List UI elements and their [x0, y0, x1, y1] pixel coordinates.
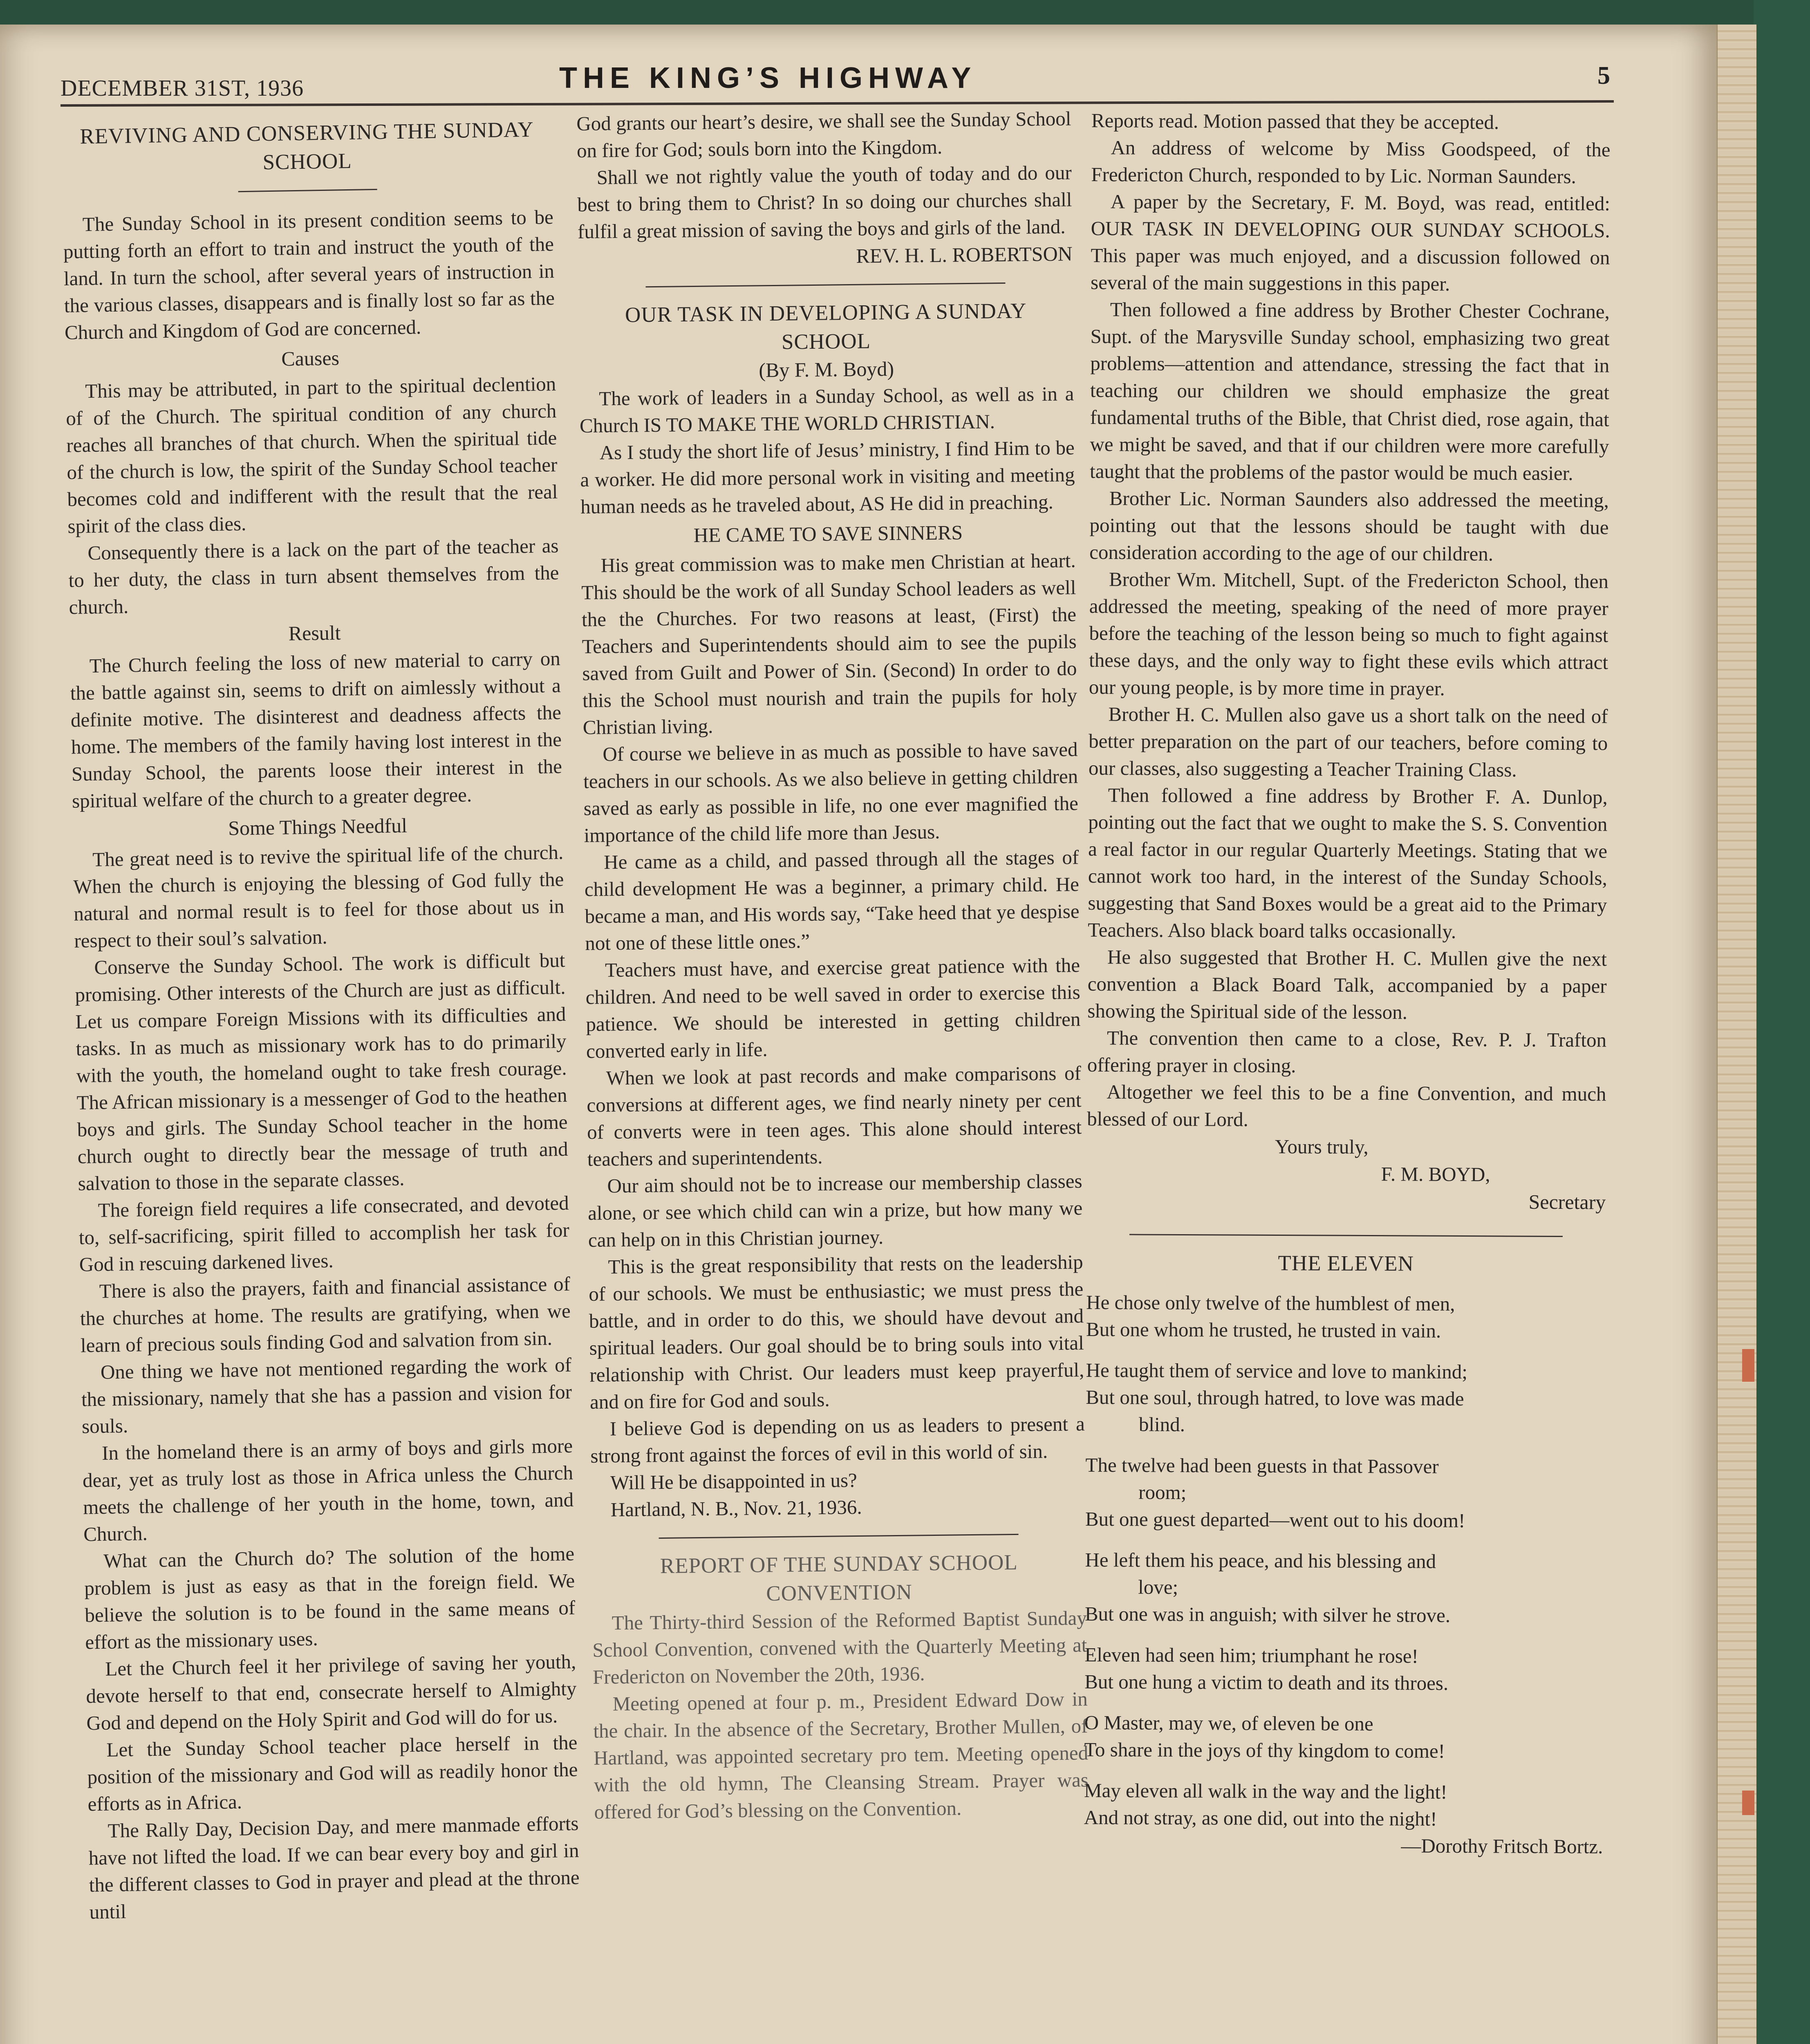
- paragraph: He also suggested that Brother H. C. Mullen give the next convention a Black Board Talk, accompanied by a paper showing the Spiritual side of the lesson.: [1087, 946, 1607, 1024]
- paragraph: What can the Church do? The solution of the home problem is just as easy as that in the foreign field. We believe the solution is to be found in the same means of effort as the missionary uses.: [84, 1542, 576, 1654]
- dateline: Hartland, N. B., Nov. 21, 1936.: [610, 1495, 862, 1521]
- poem-stanza: [1085, 1452, 1605, 1535]
- poem-stanza: [1084, 1641, 1604, 1698]
- poem-stanza: [1084, 1709, 1604, 1766]
- paragraph: The great need is to revive the spiritual life of the church. When the church is enjoying the blessing of God fully the natural and normal result is to feel for those about us in respect to their soul’s salvation.: [73, 840, 565, 952]
- paragraph: His great commission was to make men Christian at heart. This should be the work of all Sunday School leaders as well the the Churches. For two reasons at least, (First) the Teachers and Superintendents should aim to see the pupils saved from Guilt and Power of Sin. (Second) In order to do this the School must nourish and train the pupils for holy Christian living.: [581, 549, 1077, 739]
- paragraph: Brother H. C. Mullen also gave us a short talk on the need of better preparation on the part of our teachers, before coming to our classes, also suggesting a Teacher Training Class.: [1088, 703, 1608, 781]
- byline: (By F. M. Boyd): [758, 357, 894, 382]
- paragraph: In the homeland there is an army of boys and girls more dear, yet as truly lost as those in Africa unless the Church meets the challenge of her youth in the home, town, and Church.: [82, 1434, 574, 1546]
- column-1: [61, 115, 580, 1925]
- section-heading: Result: [288, 621, 341, 645]
- issue-date: DECEMBER 31ST, 1936: [60, 76, 304, 101]
- paragraph: Will He be disappointed in us?: [610, 1468, 858, 1494]
- paragraph: This is the great responsibility that rests on the leadership of our schools. We must be enthusiastic; we must press the battle, and in order to do this, we should have devout and spiritual leaders. Our goal should be to bring souls into vital relationship with Christ. Our leaders must keep prayerful, and on fire for God and souls.: [589, 1251, 1084, 1413]
- paragraph: Shall we not rightly value the youth of today and do our best to bring them to Christ? In so doing our churches shall fulfil a great mission of saving the boys and girls of the land.: [577, 161, 1072, 243]
- poem-stanza: [1084, 1777, 1604, 1833]
- poem-line: But one whom he trusted, he trusted in vain.: [1086, 1318, 1441, 1342]
- poem-line: But one hung a victim to death and its throes.: [1084, 1670, 1449, 1694]
- poem-title: THE ELEVEN: [1278, 1251, 1414, 1276]
- poem-line: He left them his peace, and his blessing and: [1085, 1548, 1436, 1573]
- article-title: REVIVING AND CONSERVING THE SUNDAY SCHOOL: [79, 117, 534, 175]
- page-header: [60, 61, 1630, 106]
- index-tab: [1742, 1791, 1754, 1815]
- poem-line: May eleven all walk in the way and the light!: [1084, 1779, 1447, 1803]
- poem-line: But one soul, through hatred, to love was made: [1086, 1385, 1464, 1410]
- poem-line: But one was in anguish; with silver he strove.: [1084, 1602, 1451, 1627]
- signer-title: Secretary: [1528, 1190, 1606, 1214]
- signer-name: F. M. BOYD,: [1381, 1163, 1490, 1186]
- poem-line: O Master, may we, of eleven be one: [1084, 1711, 1373, 1735]
- book-cover-right: [1754, 0, 1810, 2044]
- author-signature: REV. H. L. ROBERTSON: [856, 242, 1073, 267]
- page-edges: [1717, 25, 1756, 2044]
- paragraph: The Thirty-third Session of the Reformed Baptist Sunday School Convention, convened with the Quarterly Meeting at Fredericton on November the 20th, 1936.: [592, 1607, 1087, 1688]
- section-heading: HE CAME TO SAVE SINNERS: [693, 521, 963, 547]
- poem-line: To share in the joys of thy kingdom to come!: [1084, 1738, 1445, 1762]
- article-divider: [659, 1534, 1019, 1539]
- paragraph: Consequently there is a lack on the part of the teacher as to her duty, the class in turn absent themselves from the church.: [68, 534, 559, 619]
- poem-stanza: [1085, 1546, 1604, 1630]
- paragraph: The Rally Day, Decision Day, and mere manmade efforts have not lifted the load. If we can bear every boy and girl in the different classes to God in prayer and plead at the throne until: [88, 1812, 580, 1923]
- paragraph: Reports read. Motion passed that they be accepted.: [1091, 109, 1499, 134]
- column-2: [576, 105, 1089, 1825]
- paragraph: Brother Wm. Mitchell, Supt. of the Fredericton School, then addressed the meeting, speaking of the need of more prayer before the teaching of the lesson being so much to fight against these days, and the only way to fight these evils which attract our young people, is by more time in prayer.: [1089, 568, 1609, 700]
- paragraph: Brother Lic. Norman Saunders also addressed the meeting, pointing out that the lessons should be taught with due consideration according to the age of our children.: [1089, 487, 1609, 565]
- article-title: REPORT OF THE SUNDAY SCHOOL CONVENTION: [660, 1550, 1018, 1606]
- poem-line: blind.: [1138, 1413, 1185, 1436]
- paragraph: As I study the short life of Jesus’ ministry, I find Him to be a worker. He did more personal work in visiting and meeting human needs as he traveled about, AS He did in preaching.: [580, 436, 1075, 518]
- title-divider: [238, 189, 377, 192]
- poem-line: He chose only twelve of the humblest of men,: [1086, 1291, 1455, 1315]
- article-divider: [1129, 1234, 1563, 1237]
- paragraph: Our aim should not be to increase our membership classes alone, or see which child can win a prize, but how many we can help on in this Christian journey.: [587, 1170, 1083, 1251]
- paragraph: Conserve the Sunday School. The work is difficult but promising. Other interests of the Church are just as difficult. Let us compare Foreign Missions with its difficulties and tasks. In as much as missionary work has to do primarily with the youth, the homeland ought to take fresh courage. The African missionary is a messenger of God to the heathen boys and girls. The Sunday School teacher in the home church ought to directly bear the message of truth and salvation to those in the separate classes.: [75, 948, 569, 1195]
- poem-body: [1084, 1289, 1605, 1860]
- paragraph: Altogether we feel this to be a fine Convention, and much blessed of our Lord.: [1087, 1080, 1606, 1131]
- paragraph: I believe God is depending on us as leaders to present a strong front against the forces of evil in this world of sin.: [590, 1412, 1085, 1467]
- paragraph: God grants our heart’s desire, we shall see the Sunday School on fire for God; souls born into the Kingdom.: [576, 107, 1071, 162]
- paragraph: An address of welcome by Miss Goodspeed, of the Fredericton Church, responded to by Lic. Norman Saunders.: [1091, 136, 1611, 188]
- paragraph: One thing we have not mentioned regarding the work of the missionary, namely that she has a passion and vision for souls.: [81, 1353, 572, 1438]
- paragraph: This may be attributed, in part to the spiritual declention of of the Church. The spiritual condition of any church reaches all branches of that church. When the spiritual tide of the church is low, the spirit of the Sunday School teacher becomes cold and indifferent with the result that the real spirit of the class dies.: [65, 372, 558, 538]
- column-3: [1084, 107, 1611, 1860]
- paragraph: The work of leaders in a Sunday School, as well as in a Church IS TO MAKE THE WORLD CHRISTIAN.: [579, 382, 1074, 437]
- paragraph: The convention then came to a close, Rev. P. J. Trafton offering prayer in closing.: [1087, 1026, 1607, 1077]
- poem-line: room;: [1138, 1481, 1187, 1504]
- letter-closing: Yours truly,: [1275, 1135, 1369, 1158]
- paragraph: Let the Sunday School teacher place herself in the position of the missionary and God will as readily honor the efforts as in Africa.: [87, 1731, 578, 1815]
- paragraph: A paper by the Secretary, F. M. Boyd, was read, entitled: OUR TASK IN DEVELOPING OUR SUNDAY SCHOOLS. This paper was much enjoyed, and a discussion followed on several of the main suggestions in this paper.: [1091, 190, 1611, 295]
- poem-line: Eleven had seen him; triumphant he rose!: [1084, 1643, 1419, 1667]
- paragraph: Then followed a fine address by Brother Chester Cochrane, Supt. of the Marysville Sunday school, emphasizing two great problems—attention and attendance, stressing the fact that in teaching our children we should emphasize the great fundamental truths of the Bible, that Christ died, rose again, that we might be saved, and that if our children were more carefully taught that the problems of the pastor would be much easier.: [1089, 298, 1610, 485]
- paragraph: Of course we believe in as much as possible to have saved teachers in our schools. As we also believe in getting children saved as early as possible in life, no one ever magnified the importance of the child life more than Jesus.: [583, 738, 1079, 847]
- paragraph: The foreign field requires a life consecrated, and devoted to, self-sacrificing, spirit filled to accomplish her task for God in rescuing darkened lives.: [78, 1191, 570, 1276]
- section-heading: Some Things Needful: [228, 814, 408, 840]
- paragraph: Let the Church feel it her privilege of saving her youth, devote herself to that end, consecrate herself to Almighty God and depend on the Holy Spirit and God will do for us.: [86, 1650, 577, 1735]
- paragraph: Teachers must have, and exercise great patience with the children. And need to be well saved in order to exercise this patience. We should be interested in getting children converted early in life.: [585, 954, 1081, 1062]
- poem-stanza: [1086, 1289, 1606, 1345]
- paragraph: He came as a child, and passed through all the stages of child development He was a beginner, a primary child. He became a man, and His words say, “Take heed that ye despise not one of these little ones.”: [584, 846, 1080, 955]
- paragraph: The Sunday School in its present condition seems to be putting forth an effort to train and instruct the youth of the land. In turn the school, after several years of instruction in the various classes, disappears and is finally lost so far as the Church and Kingdom of God are concerned.: [63, 206, 555, 344]
- section-heading: Causes: [281, 346, 340, 370]
- poem-author: —Dorothy Fritsch Bortz.: [1401, 1834, 1603, 1858]
- poem-line: love;: [1138, 1576, 1178, 1598]
- poem-line: But one guest departed—went out to his doom!: [1085, 1507, 1465, 1532]
- poem-line: And not stray, as one did, out into the night!: [1084, 1806, 1437, 1830]
- article-title: OUR TASK IN DEVELOPING A SUNDAY SCHOOL: [625, 299, 1027, 354]
- poem-line: He taught them of service and love to mankind;: [1086, 1358, 1468, 1383]
- index-tab: [1742, 1349, 1754, 1382]
- paragraph: There is also the prayers, faith and financial assistance of the churches at home. The results are gratifying, when we learn of precious souls finding God and salvation from sin.: [80, 1272, 571, 1357]
- poem-stanza: [1086, 1357, 1605, 1440]
- publication-title: THE KING’S HIGHWAY: [559, 62, 977, 94]
- poem-line: The twelve had been guests in that Passover: [1085, 1453, 1439, 1478]
- paragraph: Then followed a fine address by Brother F. A. Dunlop, pointing out the fact that we ought to make the S. S. Convention a real factor in our regular Quarterly Meetings. Stating that we cannot work too hard, in the interest of the Sunday Schools, suggesting that Sand Boxes would be a great aid to the Primary Teachers. Also black board talks occasionally.: [1088, 784, 1608, 943]
- paragraph: When we look at past records and make comparisons of conversions at different ages, we find nearly ninety per cent of converts were in teen ages. This alone should interest teachers and superintendents.: [587, 1062, 1082, 1170]
- paragraph: The Church feeling the loss of new material to carry on the battle against sin, seems to drift on aimlessly without a definite motive. The disinterest and deadness affects the home. The members of the family having lost interest in the Sunday School, the parents loose their interest in the spiritual welfare of the church to a greater degree.: [70, 647, 562, 812]
- article-divider: [646, 282, 1006, 287]
- paragraph: Meeting opened at four p. m., President Edward Dow in the chair. In the absence of the Secretary, Brother Mullen, of Hartland, was appointed secretary pro tem. Meeting opened with the old hymn, The Cleansing Stream. Prayer was offered for God’s blessing on the Convention.: [593, 1688, 1089, 1823]
- page-number: 5: [1597, 62, 1610, 90]
